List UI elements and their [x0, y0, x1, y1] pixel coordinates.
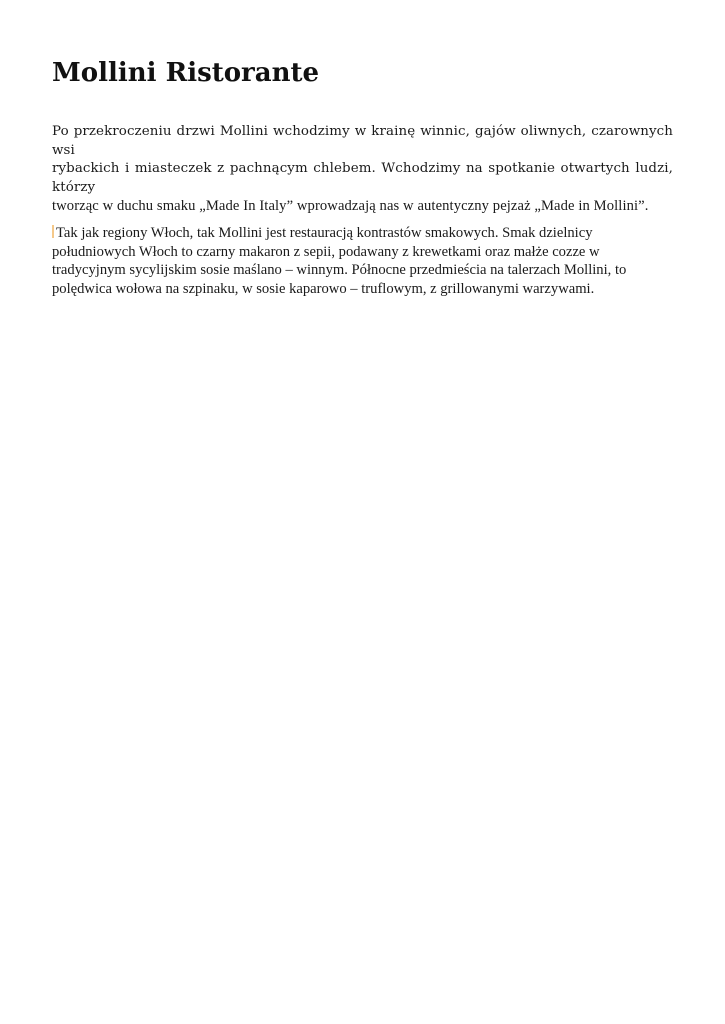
- paragraph-line-first: [52, 224, 673, 243]
- intro-paragraph: [52, 123, 673, 216]
- paragraph-line: rybackich i miasteczek z pachnącym chlebem. Wchodzimy na spotkanie otwartych ludzi, którzy: [52, 161, 673, 195]
- body-paragraph: [52, 224, 673, 298]
- paragraph-line: tradycyjnym sycylijskim sosie maślano – winnym. Północne przedmieścia na talerzach Mollini, to: [52, 262, 627, 278]
- paragraph-line-text: Tak jak regiony Włoch, tak Mollini jest restauracją kontrastów smakowych. Smak dzielnicy: [56, 225, 593, 241]
- text-marker: [52, 225, 54, 238]
- paragraph-line: polędwica wołowa na szpinaku, w sosie kaparowo – truflowym, z grillowanymi warzywami.: [52, 280, 595, 297]
- paragraph-line: Po przekroczeniu drzwi Mollini wchodzimy w krainę winnic, gajów oliwnych, czarownych wsi: [52, 124, 673, 158]
- page-title: Mollini Ristorante: [52, 58, 320, 88]
- paragraph-line: południowych Włoch to czarny makaron z sepii, podawany z krewetkami oraz małże cozze w: [52, 243, 600, 260]
- paragraph-line: tworząc w duchu smaku „Made In Italy” wprowadzają nas w autentyczny pejzaż „Made in Mollini”.: [52, 198, 649, 214]
